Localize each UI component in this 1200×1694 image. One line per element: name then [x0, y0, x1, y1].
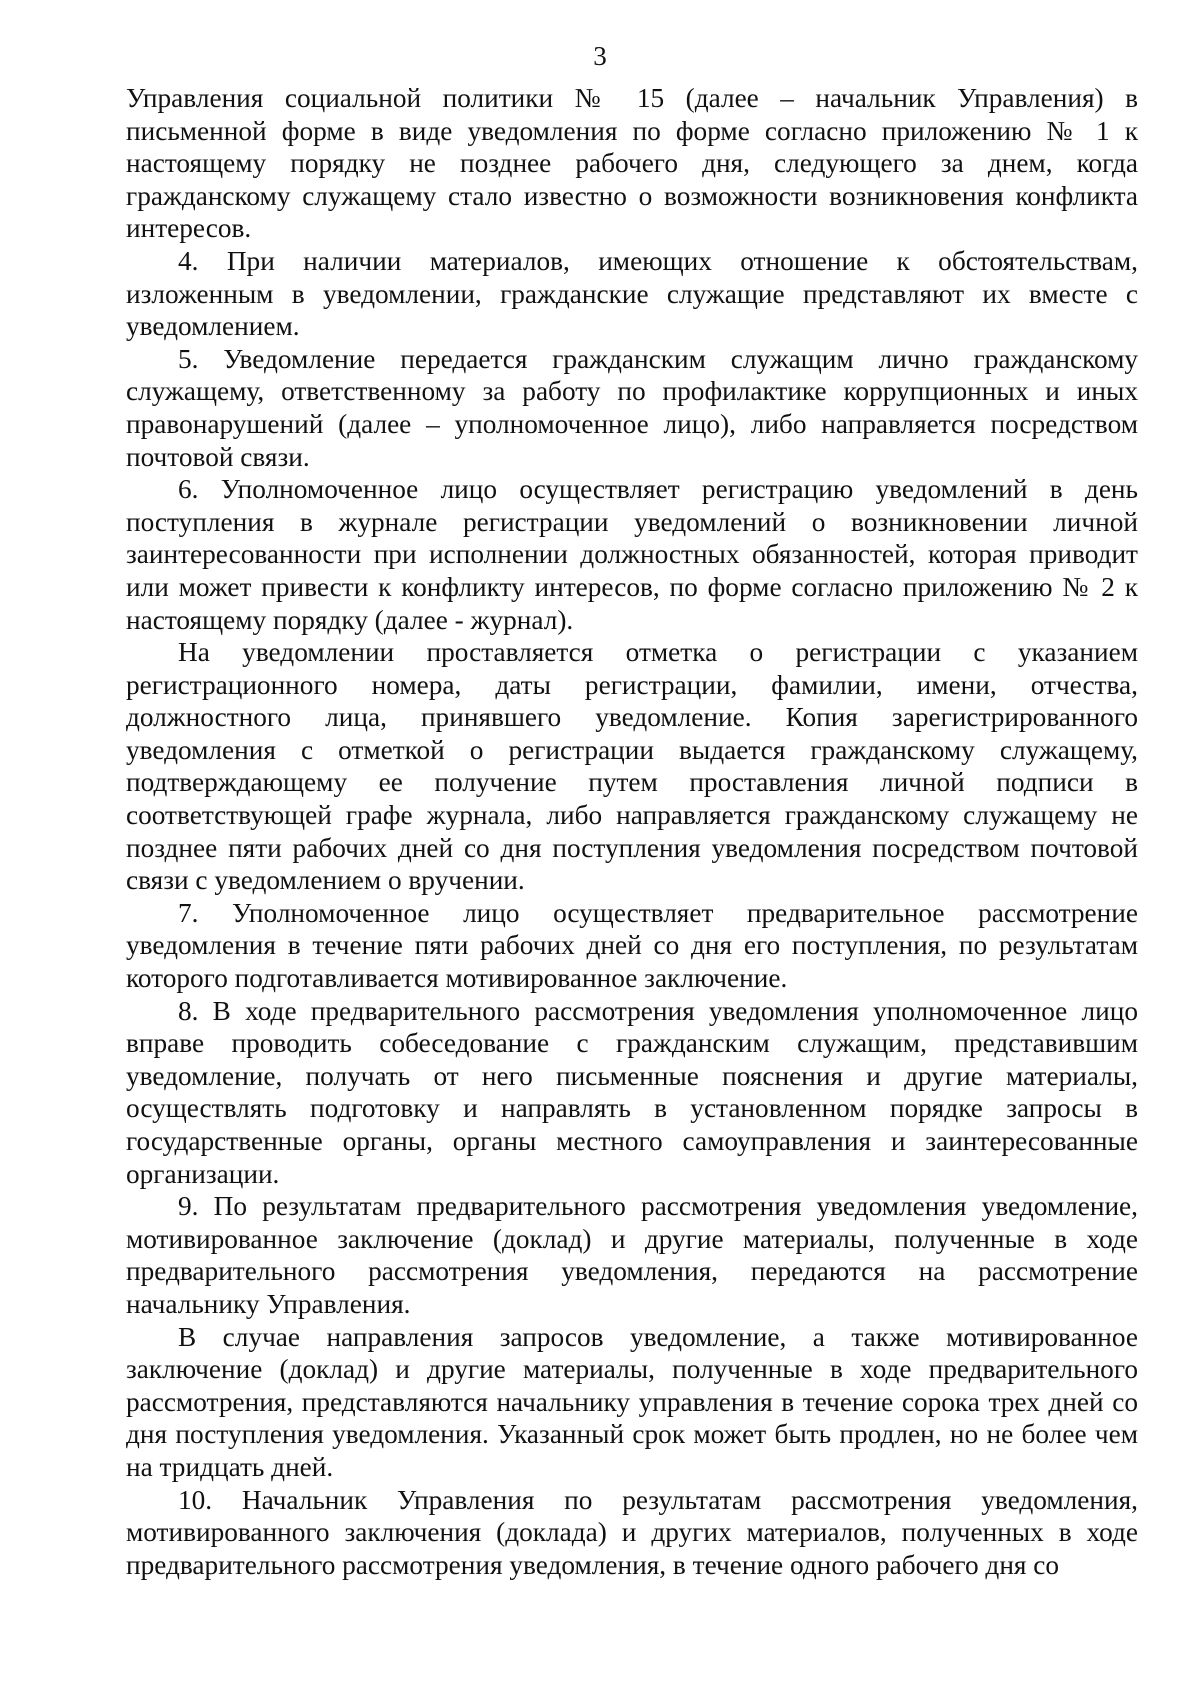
paragraph-registration-mark: На уведомлении проставляется отметка о регистрации с указанием регистрационного номера, даты регистрации, фамилии, имени, отчества, должностного лица, принявшего уведомление. Копия зарегистрированного уведомления с отметкой о регистрации выдается гражданскому служащему, подтверждающему ее получение путем проставления личной подписи в соответствующей графе журнала, либо направляется гражданскому служащему не позднее пяти рабочих дней со дня поступления уведомления посредством почтовой связи с уведомлением о вручении.: [126, 637, 1138, 896]
paragraph-item-10: 10. Начальник Управления по результатам рассмотрения уведомления, мотивированного заключения (доклада) и других материалов, полученных в ходе предварительного рассмотрения уведомления, в течение одного рабочего дня со: [126, 1484, 1138, 1580]
paragraph-item-6: 6. Уполномоченное лицо осуществляет регистрацию уведомлений в день поступления в журнале регистрации уведомлений о возникновении личной заинтересованности при исполнении должностных обязанностей, которая приводит или может привести к конфликту интересов, по форме согласно приложению № 2 к настоящему порядку (далее - журнал).: [126, 474, 1138, 635]
paragraph-item-4: 4. При наличии материалов, имеющих отношение к обстоятельствам, изложенным в уведомлении, гражданские служащие представляют их вместе с уведомлением.: [126, 245, 1138, 342]
paragraph-continuation: Управления социальной политики № 15 (далее – начальник Управления) в письменной форме в виде уведомления по форме согласно приложению № 1 к настоящему порядку не позднее рабочего дня, следующего за днем, когда гражданскому служащему стало известно о возможности возникновения конфликта интересов.: [126, 83, 1138, 244]
paragraph-item-8: 8. В ходе предварительного рассмотрения уведомления уполномоченное лицо вправе проводить собеседование с гражданским служащим, представившим уведомление, получать от него письменные пояснения и другие материалы, осуществлять подготовку и направлять в установленном порядке запросы в государственные органы, органы местного самоуправления и заинтересованные организации.: [126, 995, 1138, 1189]
paragraph-item-9: 9. По результатам предварительного рассмотрения уведомления уведомление, мотивированное заключение (доклад) и другие материалы, полученные в ходе предварительного рассмотрения уведомления, передаются на рассмотрение начальнику Управления.: [126, 1191, 1138, 1319]
page-number: 3: [593, 41, 607, 71]
paragraph-item-7: 7. Уполномоченное лицо осуществляет предварительное рассмотрение уведомления в течение пяти рабочих дней со дня его поступления, по результатам которого подготавливается мотивированное заключение.: [126, 897, 1138, 994]
paragraph-requests: В случае направления запросов уведомление, а также мотивированное заключение (доклад) и другие материалы, полученные в ходе предварительного рассмотрения, представляются начальнику управления в течение сорока трех дней со дня поступления уведомления. Указанный срок может быть продлен, но не более чем на тридцать дней.: [126, 1321, 1138, 1482]
paragraph-item-5: 5. Уведомление передается гражданским служащим лично гражданскому служащему, ответственному за работу по профилактике коррупционных и иных правонарушений (далее – уполномоченное лицо), либо направляется посредством почтовой связи.: [126, 343, 1138, 472]
document-body: [126, 82, 1138, 1581]
